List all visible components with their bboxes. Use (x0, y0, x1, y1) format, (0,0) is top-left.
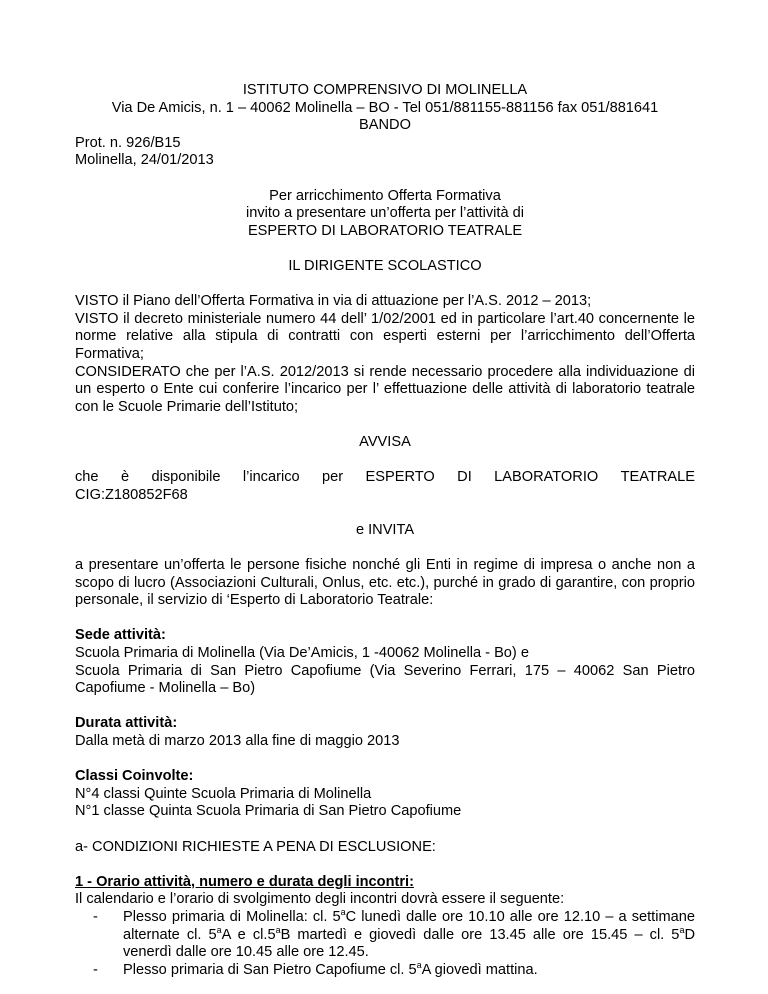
protocol-number: Prot. n. 926/B15 (75, 134, 181, 151)
list-item (75, 909, 695, 962)
invita-heading: e INVITA (355, 521, 415, 538)
classi-title: Classi Coinvolte: (75, 768, 194, 785)
durata-title: Durata attività: (75, 715, 178, 732)
bando-title: BANDO (359, 117, 411, 134)
disponibile-word: che (75, 469, 99, 486)
school-address: Via De Amicis, n. 1 – 40062 Molinella – BO - Tel 051/881155-881156 fax 051/881641 (111, 99, 659, 116)
item-text: Plesso primaria di San Pietro Capofiume cl. 5 (123, 961, 417, 978)
disponibile-line (75, 469, 695, 487)
disponibile-word: TEATRALE (620, 469, 695, 486)
document-page (75, 82, 695, 979)
disponibile-word: l’incarico (242, 469, 300, 486)
durata-text: Dalla metà di marzo 2013 alla fine di maggio 2013 (75, 732, 400, 749)
sede-line-2: Scuola Primaria di San Pietro Capofiume (Via Severino Ferrari, 175 – 40062 San Pietro Capofiume - Molinella – Bo) (75, 662, 695, 697)
disponibile-word: ESPERTO (365, 469, 435, 486)
dash-bullet: - (93, 961, 98, 978)
avvisa-heading: AVVISA (359, 433, 411, 450)
classi-line-2: N°1 classe Quinta Scuola Primaria di San Pietro Capofiume (75, 803, 462, 820)
disponibile-word: disponibile (151, 469, 221, 486)
item-text: B martedì e giovedì dalle ore 13.45 alle ore 15.45 – cl. 5 (280, 926, 680, 943)
item-text: Plesso primaria di Molinella: cl. 5 (123, 908, 341, 925)
dirigente-heading: IL DIRIGENTE SCOLASTICO (288, 257, 482, 274)
subject-line-2: invito a presentare un’offerta per l’attività di (246, 205, 524, 222)
item-text: D venerdì dalle ore 10.45 alle ore 12.45. (123, 926, 695, 961)
cig-code: CIG:Z180852F68 (75, 486, 188, 503)
visto-pof: VISTO il Piano dell’Offerta Formativa in via di attuazione per l’A.S. 2012 – 2013; (75, 293, 592, 310)
disponibile-word: è (120, 469, 130, 486)
superscript: a (275, 924, 281, 935)
list-item (75, 959, 695, 980)
disponibile-word: DI (457, 469, 472, 486)
superscript: a (416, 959, 422, 970)
superscript: a (340, 907, 346, 918)
place-date: Molinella, 24/01/2013 (75, 152, 214, 169)
school-name: ISTITUTO COMPRENSIVO DI MOLINELLA (242, 82, 528, 98)
item-text: A e cl.5 (221, 926, 276, 943)
subject-line-3: ESPERTO DI LABORATORIO TEATRALE (247, 222, 523, 239)
disponibile-word: per (322, 469, 344, 486)
superscript: a (679, 924, 685, 935)
subject-line-1: Per arricchimento Offerta Formativa (269, 187, 501, 204)
item-text: A giovedì mattina. (421, 961, 538, 978)
classi-line-1: N°4 classi Quinte Scuola Primaria di Molinella (75, 785, 372, 802)
orario-intro: Il calendario e l’orario di svolgimento degli incontri dovrà essere il seguente: (75, 891, 565, 908)
orario-list (75, 909, 695, 979)
considerato: CONSIDERATO che per l’A.S. 2012/2013 si rende necessario procedere alla individuazione di un esperto o Ente cui conferire l’incarico per l’ effettuazione delle attività di laboratorio teatrale con le Scuole Primarie dell’Istituto; (75, 363, 695, 415)
sede-title: Sede attività: (75, 627, 166, 644)
disponibile-word: LABORATORIO (494, 469, 599, 486)
orario-title: 1 - Orario attività, numero e durata degli incontri: (75, 873, 414, 890)
condizioni-heading: a- CONDIZIONI RICHIESTE A PENA DI ESCLUSIONE: (75, 838, 436, 855)
superscript: a (216, 924, 222, 935)
invita-text: a presentare un’offerta le persone fisiche nonché gli Enti in regime di impresa o anche non a scopo di lucro (Associazioni Culturali, Onlus, etc. etc.), purché in grado di garantire, con proprio personale, il servizio di ‘Esperto di Laboratorio Teatrale: (75, 557, 695, 609)
dash-bullet: - (93, 908, 98, 925)
sede-line-1: Scuola Primaria di Molinella (Via De’Amicis, 1 -40062 Molinella - Bo) e (75, 645, 529, 661)
item-text: C lunedì dalle ore 10.10 alle ore 12.10 – a settimane alternate cl. 5 (123, 908, 695, 943)
visto-decreto: VISTO il decreto ministeriale numero 44 dell’ 1/02/2001 ed in particolare l’art.40 concernente le norme relative alla stipula di contratti con esperti esterni per l’arricchimento dell’Offerta Formativa; (75, 310, 695, 362)
